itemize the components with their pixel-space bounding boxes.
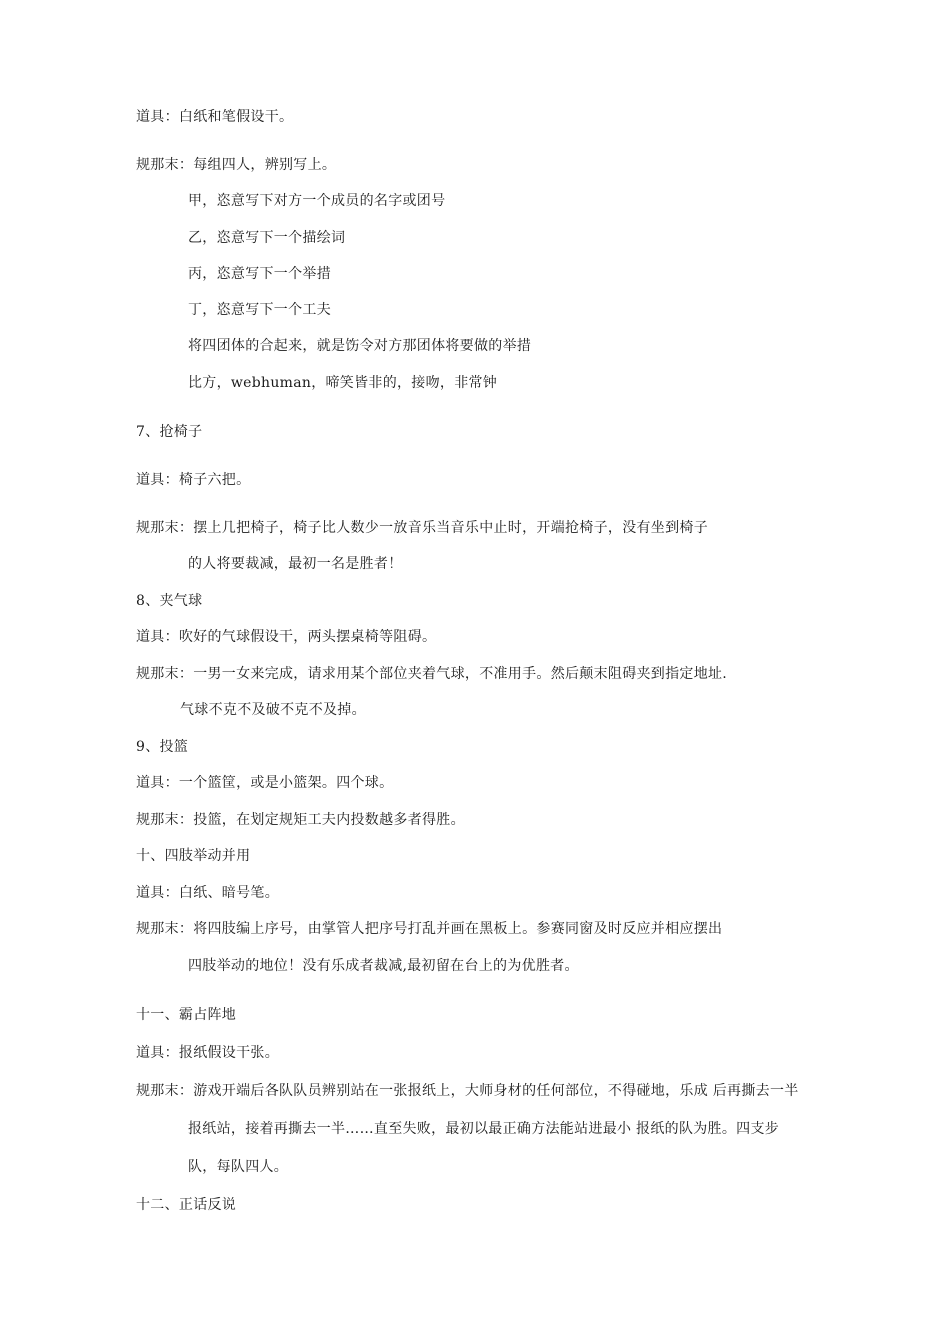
section-heading: 十二、正话反说 (136, 1197, 237, 1213)
text-line: 道具：白纸和笔假设干。 (136, 109, 294, 125)
section-heading: 7、抢椅子 (136, 424, 203, 440)
section-heading: 十一、霸占阵地 (136, 1007, 237, 1023)
section-heading: 8、夹气球 (136, 593, 203, 609)
text-line: 报纸站，接着再撕去一半……直至失败，最初以最正确方法能站进最小 报纸的队为胜。四支步 (188, 1121, 780, 1137)
text-line: 道具：椅子六把。 (136, 472, 251, 488)
text-line: 规那末：每组四人，辨别写上。 (136, 157, 337, 173)
text-line: 气球不克不及破不克不及掉。 (180, 702, 366, 718)
text-line: 的人将要裁减，最初一名是胜者！ (188, 556, 403, 572)
text-line: 道具：白纸、暗号笔。 (136, 885, 279, 901)
text-line: 规那末：摆上几把椅子，椅子比人数少一放音乐当音乐中止时，开端抢椅子，没有坐到椅子 (136, 520, 708, 536)
text-line: 丙，恣意写下一个举措 (188, 266, 331, 282)
text-line: 规那末：将四肢编上序号，由掌管人把序号打乱并画在黑板上。参赛同窗及时反应并相应摆出 (136, 921, 723, 937)
text-line: 道具：吹好的气球假设干，两头摆桌椅等阻碍。 (136, 629, 437, 645)
text-line: 四肢举动的地位！没有乐成者裁减,最初留在台上的为优胜者。 (188, 958, 579, 974)
section-heading: 十、四肢举动并用 (136, 848, 251, 864)
text-line: 规那末：游戏开端后各队队员辨别站在一张报纸上，大师身材的任何部位，不得碰地，乐成 后再撕去一半 (136, 1083, 799, 1099)
text-line: 规那末：一男一女来完成，请求用某个部位夹着气球，不准用手。然后颠末阻碍夹到指定地址. (136, 666, 728, 682)
text-line: 乙，恣意写下一个描绘词 (188, 230, 346, 246)
text-line: 道具：报纸假设干张。 (136, 1045, 279, 1061)
section-heading: 9、投篮 (136, 739, 189, 755)
text-line: 队，每队四人。 (188, 1159, 289, 1175)
text-line: 比方，webhuman，啼笑皆非的，接吻，非常钟 (188, 375, 498, 391)
text-line: 道具：一个篮筐，或是小篮架。四个球。 (136, 775, 394, 791)
text-line: 将四团体的合起来，就是饬令对方那团体将要做的举措 (188, 338, 532, 354)
text-line: 甲，恣意写下对方一个成员的名字或团号 (188, 193, 446, 209)
text-line: 规那末：投篮，在划定规矩工夫内投数越多者得胜。 (136, 812, 465, 828)
text-line: 丁，恣意写下一个工夫 (188, 302, 331, 318)
